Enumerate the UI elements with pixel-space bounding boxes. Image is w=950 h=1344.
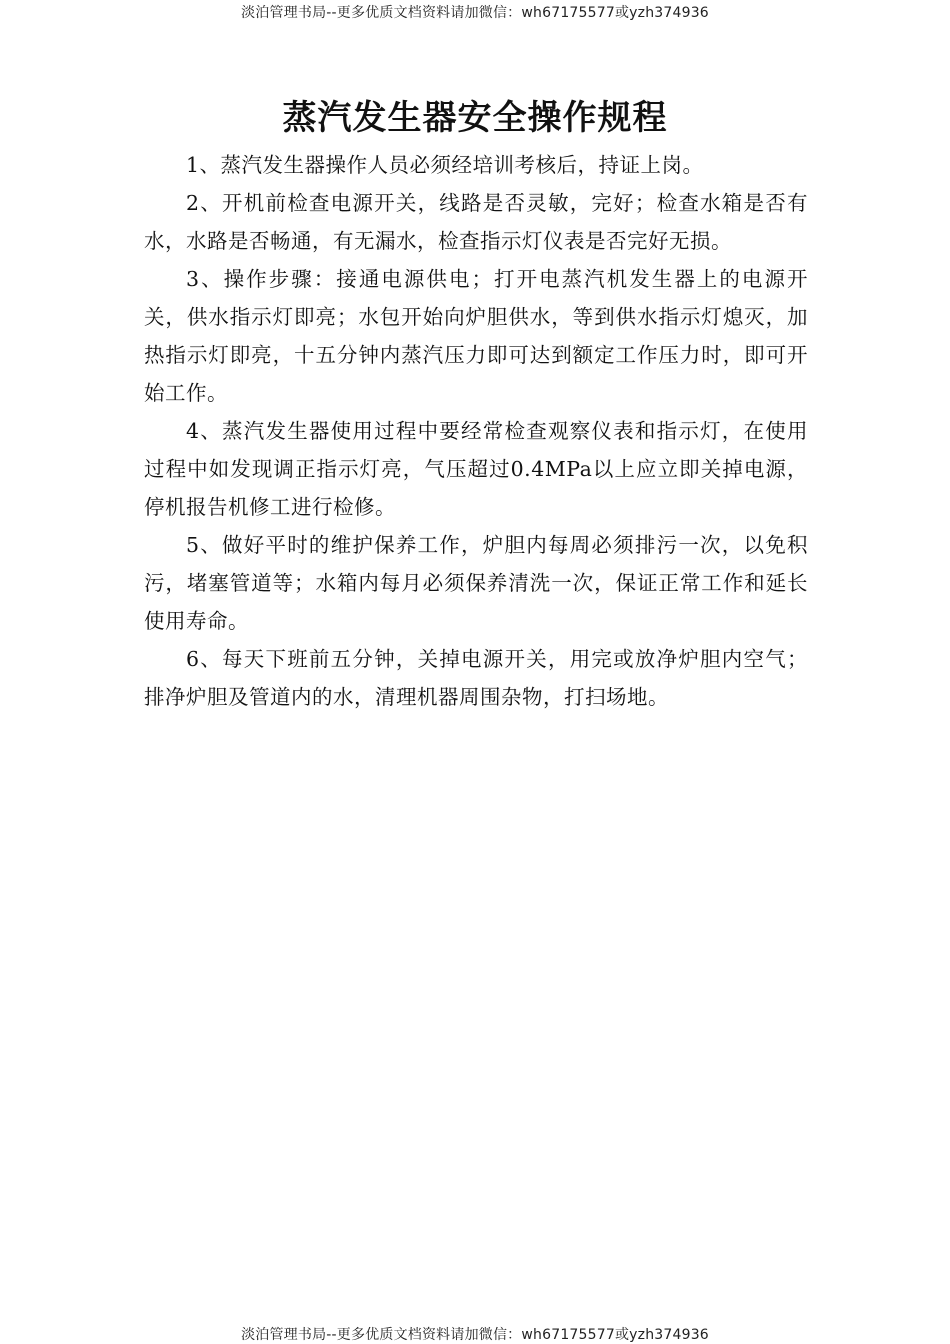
document-body: [144, 146, 808, 716]
page-header: 淡泊管理书局--更多优质文档资料请加微信：wh67175577或yzh374936: [241, 5, 709, 21]
document-title: 蒸汽发生器安全操作规程: [282, 98, 668, 138]
page-footer: 淡泊管理书局--更多优质文档资料请加微信：wh67175577或yzh374936: [241, 1327, 709, 1343]
paragraph-1: 1、蒸汽发生器操作人员必须经培训考核后，持证上岗。: [186, 153, 704, 177]
paragraph-2: 2、开机前检查电源开关，线路是否灵敏，完好；检查水箱是否有水，水路是否畅通，有无漏水，检查指示灯仪表是否完好无损。: [144, 191, 808, 253]
paragraph-3: 3、操作步骤：接通电源供电；打开电蒸汽机发生器上的电源开关，供水指示灯即亮；水包开始向炉胆供水，等到供水指示灯熄灭，加热指示灯即亮，十五分钟内蒸汽压力即可达到额定工作压力时，即可开始工作。: [144, 267, 808, 405]
paragraph-5: 5、做好平时的维护保养工作，炉胆内每周必须排污一次，以免积污，堵塞管道等；水箱内每月必须保养清洗一次，保证正常工作和延长使用寿命。: [144, 533, 808, 633]
paragraph-6: 6、每天下班前五分钟，关掉电源开关，用完或放净炉胆内空气；排净炉胆及管道内的水，清理机器周围杂物，打扫场地。: [144, 647, 808, 709]
paragraph-4: 4、蒸汽发生器使用过程中要经常检查观察仪表和指示灯，在使用过程中如发现调正指示灯亮，气压超过0.4MPa以上应立即关掉电源，停机报告机修工进行检修。: [144, 419, 808, 519]
